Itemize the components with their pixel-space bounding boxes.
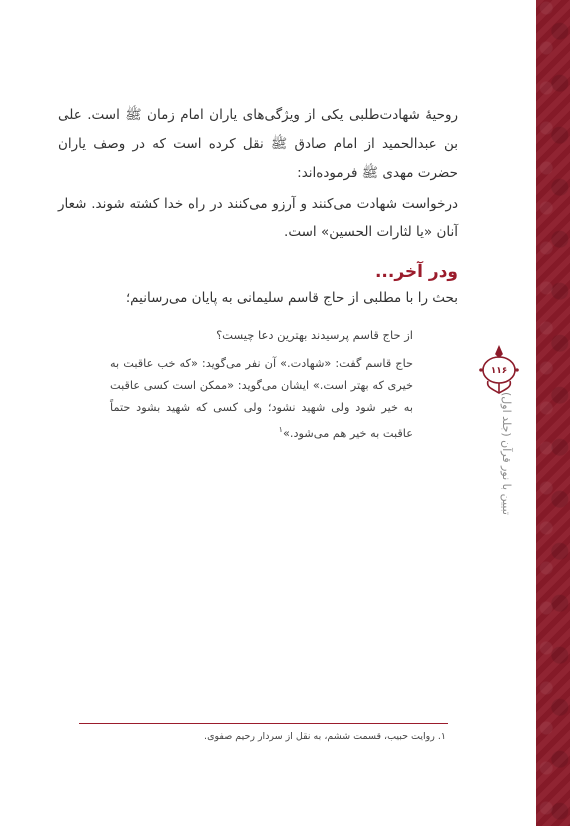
footnote-reference: ۱ bbox=[278, 425, 283, 434]
body-paragraph-1: روحیهٔ شهادت‌طلبی یکی از ویژگی‌های یاران امام زمان ﷺ است. علی بن عبدالحمید از امام صادق ﷺ نقل کرده است که در وصف یاران حضرت مهدی ﷺ فرموده‌اند: bbox=[58, 107, 458, 181]
footnote-divider bbox=[79, 723, 448, 724]
footnote bbox=[204, 731, 446, 742]
lead-sentence: بحث را با مطلبی از حاج قاسم سلیمانی به پایان می‌رسانیم؛ bbox=[125, 290, 458, 306]
decorative-side-strip bbox=[536, 0, 570, 826]
footnote-marker: ۱. bbox=[437, 731, 446, 742]
question-line: از حاج قاسم پرسیدند بهترین دعا چیست؟ bbox=[216, 328, 413, 342]
section-heading: ودر آخر... bbox=[374, 262, 458, 282]
quote-text: حاج قاسم گفت: «شهادت.» آن نفر می‌گوید: «که خب عاقبت به خیری که بهتر است.» ایشان می‌گوید: «ممکن است کسی عاقبت به خیر شود ولی شهید نشود؛ ولی کسی که شهید بشود حتماً عاقبت به خیر هم می‌شود.» bbox=[110, 357, 413, 440]
body-paragraph-2: درخواست شهادت می‌کنند و آرزو می‌کنند در راه خدا کشته شوند. شعار آنان «یا لثارات الحسین» است. bbox=[58, 196, 458, 240]
page-number: ۱۱۶ bbox=[490, 366, 508, 376]
footnote-text: روایت حبیب، قسمت ششم، به نقل از سردار رحیم صفوی. bbox=[204, 731, 435, 742]
quote-paragraph bbox=[110, 353, 413, 445]
running-book-title: تبیین با نور قرآن (جلد اول) bbox=[500, 392, 513, 515]
